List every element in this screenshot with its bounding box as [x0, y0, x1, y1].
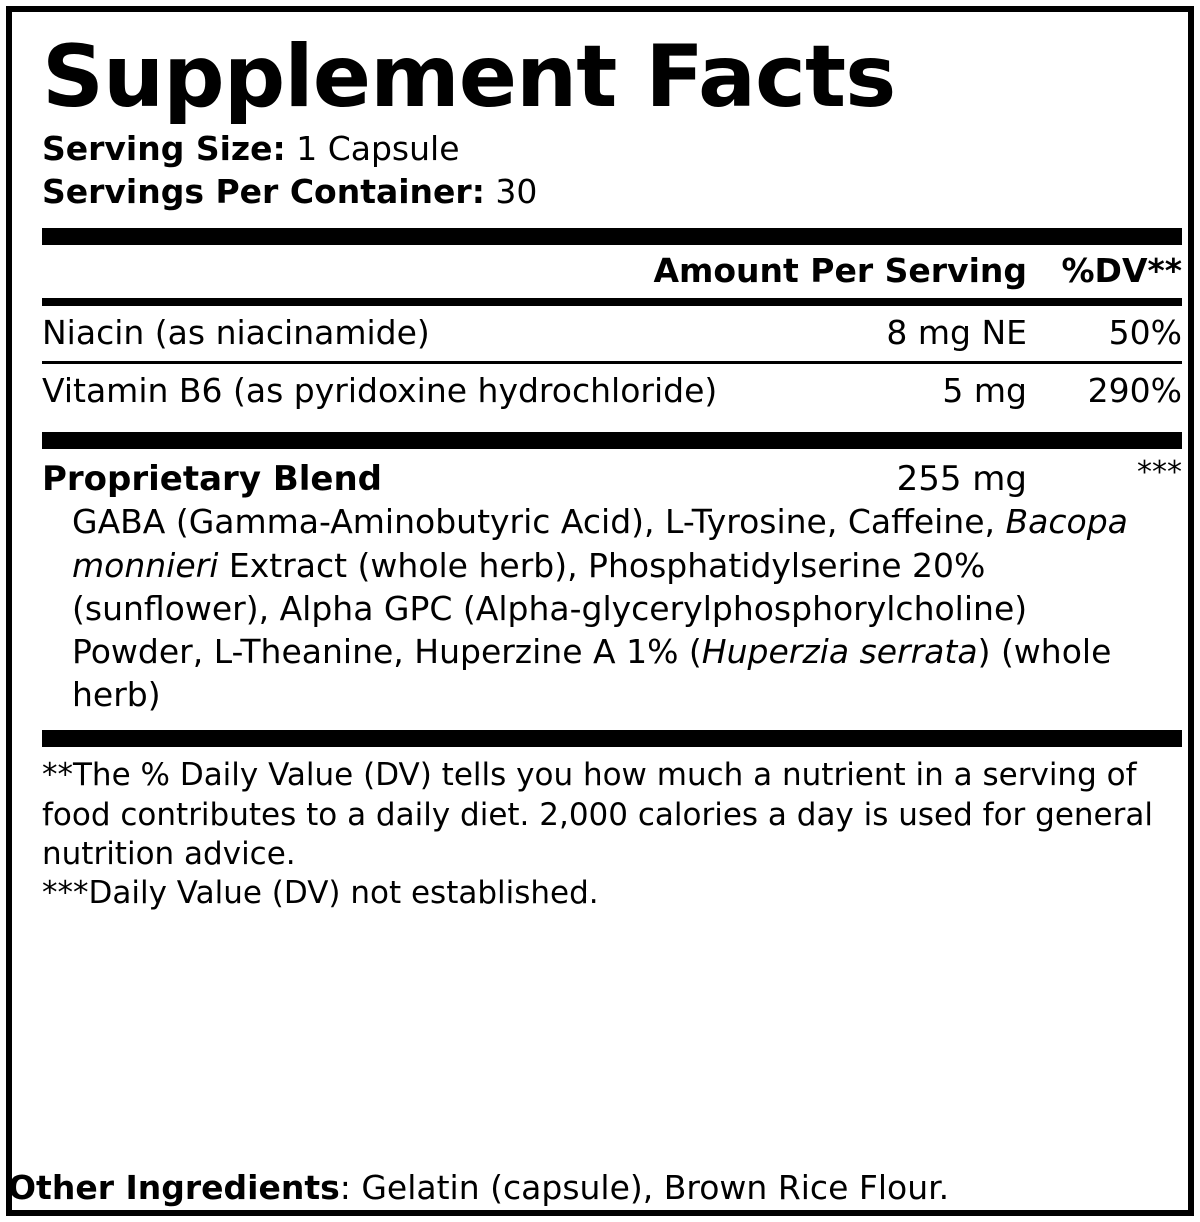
column-header-dv: %DV** [1061, 250, 1182, 290]
serving-size-line [42, 128, 1182, 171]
nutrient-name: Niacin (as niacinamide) [42, 313, 430, 353]
footnote-daily-value: **The % Daily Value (DV) tells you how much a nutrient in a serving of food contributes to a daily diet. 2,000 calories a day is used for general nutrition advice. [42, 757, 1153, 873]
nutrient-dv: 290% [1087, 370, 1182, 410]
blend-ingredients [42, 499, 1162, 716]
footnote-not-established: ***Daily Value (DV) not established. [42, 875, 599, 912]
blend-line-4-pre: Powder, L-Theanine, Huperzine A 1% ( [72, 631, 702, 671]
blend-line-4-post: ) [977, 631, 991, 671]
other-ingredients-value: : Gelatin (capsule), Brown Rice Flour. [339, 1168, 950, 1207]
blend-line-3: (sunflower), Alpha GPC (Alpha-glycerylphosphorylcholine) [72, 588, 1028, 628]
blend-line-2-italic: Bacopa monnieri [72, 502, 1128, 585]
divider-thick-top [42, 228, 1182, 245]
footnotes [42, 747, 1182, 913]
blend-line-2-rest: Extract (whole herb), Phosphatidylserine 20% [218, 545, 986, 585]
nutrient-amount: 8 mg NE [886, 313, 1027, 353]
label-content [42, 27, 1182, 914]
table-header-row [42, 245, 1182, 299]
label-border [6, 6, 1194, 1216]
blend-name: Proprietary Blend [42, 459, 382, 500]
proprietary-blend-row [42, 449, 1182, 499]
table-row [42, 306, 1182, 361]
serving-size-value: 1 Capsule [296, 128, 460, 168]
servings-per-container-line [42, 171, 1182, 214]
blend-amount: 255 mg [896, 459, 1027, 500]
serving-size-label: Serving Size: [42, 128, 286, 168]
nutrient-dv: 50% [1108, 313, 1182, 353]
divider-under-header [42, 298, 1182, 306]
divider-thick-blend [42, 432, 1182, 449]
table-row [42, 364, 1182, 419]
column-header-amount: Amount Per Serving [653, 250, 1027, 290]
other-ingredients [8, 1168, 1192, 1208]
blend-line-5: (whole herb) [72, 631, 1112, 715]
blend-dv: *** [1137, 455, 1182, 491]
blend-line-4-italic: Huperzia serrata [701, 631, 978, 671]
divider-thick-footnotes [42, 730, 1182, 747]
servings-per-container-value: 30 [495, 171, 538, 211]
nutrient-name: Vitamin B6 (as pyridoxine hydrochloride) [42, 370, 718, 410]
other-ingredients-label: Other Ingredients [8, 1168, 340, 1207]
blend-line-1: GABA (Gamma-Aminobutyric Acid), L-Tyrosine, Caffeine, [72, 502, 996, 542]
nutrient-amount: 5 mg [942, 370, 1027, 410]
servings-per-container-label: Servings Per Container: [42, 171, 485, 211]
page-title: Supplement Facts [42, 27, 896, 127]
